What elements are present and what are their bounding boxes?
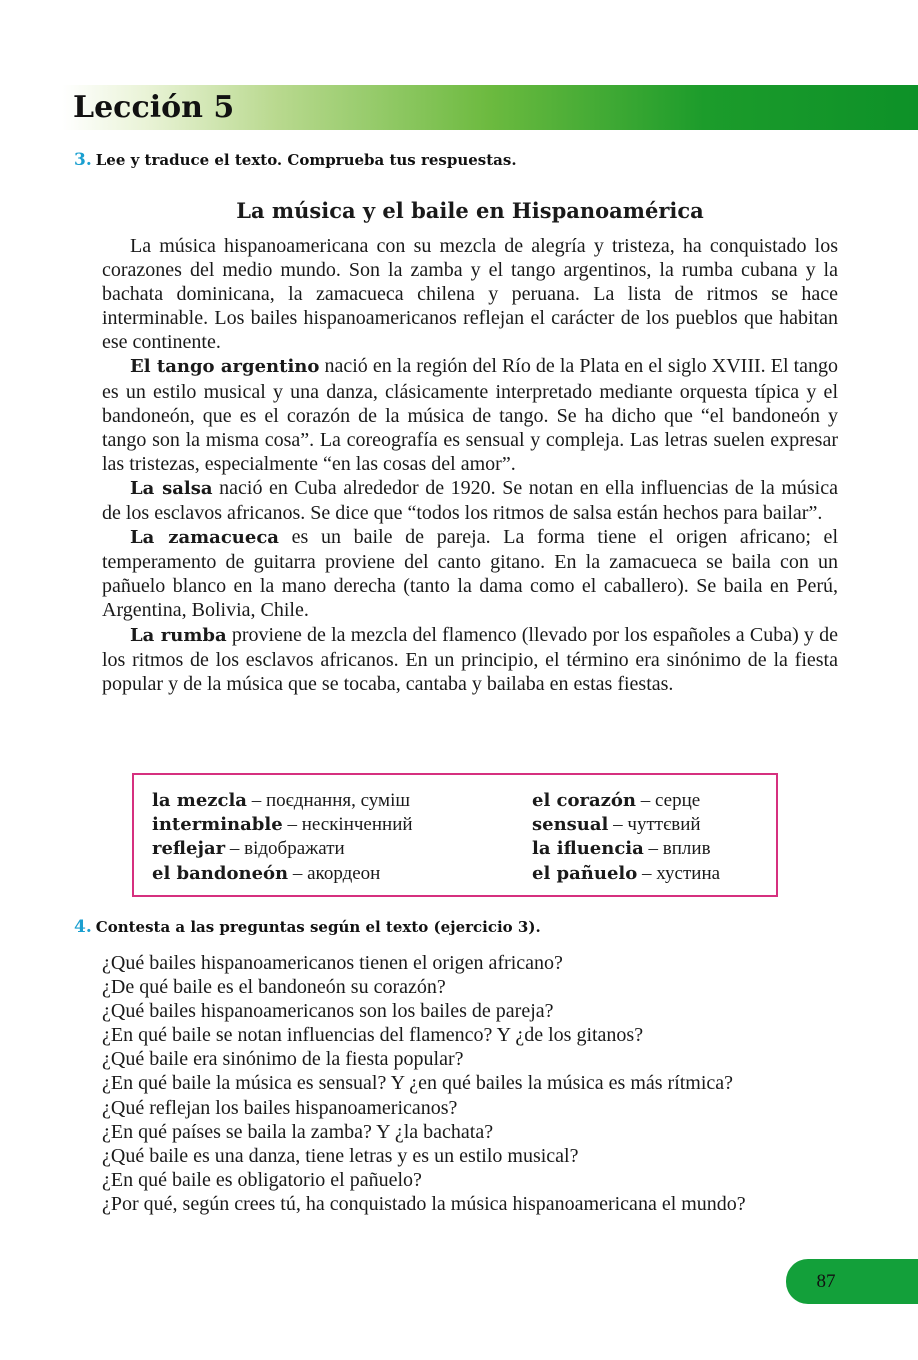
article-body [102, 234, 838, 696]
question-item: ¿De qué baile es el bandoneón su corazón? [102, 976, 446, 999]
dance-term: La salsa [130, 477, 213, 499]
page-number-badge [786, 1259, 918, 1304]
vocabulary-entry [152, 813, 413, 837]
question-item: ¿Qué bailes hispanoamericanos tienen el origen africano? [102, 952, 563, 974]
vocabulary-entry [532, 789, 720, 813]
question-item: ¿Qué reflejan los bailes hispanoamericanos? [102, 1096, 458, 1119]
question-item: ¿En qué baile es obligatorio el pañuelo? [102, 1168, 422, 1191]
question-item: ¿Qué baile es una danza, tiene letras y es un estilo musical? [102, 1144, 579, 1167]
task-instruction-text: Contesta a las preguntas según el texto (ejercicio 3). [95, 918, 541, 936]
task-number: 4. [74, 917, 92, 937]
question-item: ¿Qué baile era sinónimo de la fiesta popular? [102, 1048, 464, 1071]
task-4-instruction [74, 917, 541, 937]
paragraph-text: es un baile de pareja. La forma tiene el origen africano; el temperamento de guitarra proviene del canto gitano. En la zamacueca se baila con un pañuelo blanco en la mano derecha (tanto la dama como el caballero). Se baila en Perú, Argentina, Bolivia, Chile. [102, 526, 838, 622]
task-3-instruction [74, 150, 517, 170]
article-paragraph [102, 476, 838, 525]
article-paragraph [102, 525, 838, 622]
dance-term: La rumba [130, 624, 227, 646]
task-instruction-text: Lee y traduce el texto. Comprueba tus respuestas. [95, 151, 517, 169]
vocabulary-translation: – серце [635, 790, 701, 811]
vocabulary-term: interminable [152, 814, 283, 836]
vocabulary-term: sensual [532, 814, 609, 836]
vocabulary-entry [152, 862, 413, 886]
paragraph-text: nació en la región del Río de la Plata en el siglo XVIII. El tango es un estilo musical y una danza, clásicamente interpretado mediante orquesta típica y el bandoneón, que es el corazón de la música de tango. Se ha dicho que “el bandoneón y tango son la misma cosa”. La coreografía es sensual y compleja. Las letras suelen expresar las tristezas, especialmente “en las cosas del amor”. [102, 355, 838, 475]
vocabulary-term: la ifluencia [532, 838, 644, 860]
question-item: ¿En qué países se baila la zamba? Y ¿la bachata? [102, 1120, 494, 1143]
vocabulary-translation: – акордеон [288, 862, 381, 884]
article-title: La música y el baile en Hispanoamérica [236, 198, 704, 223]
dance-term: La zamacueca [130, 527, 279, 549]
vocabulary-entry [152, 789, 413, 813]
vocabulary-term: el bandoneón [152, 862, 289, 884]
question-item: ¿Por qué, según crees tú, ha conquistado la música hispanoamericana el mundo? [102, 1192, 746, 1215]
vocabulary-translation: – вплив [643, 838, 711, 860]
vocabulary-term: reflejar [152, 838, 226, 860]
question-item: ¿En qué baile la música es sensual? Y ¿en qué bailes la música es más rítmica? [102, 1072, 734, 1095]
vocabulary-translation: – чуттєвий [608, 814, 701, 836]
vocabulary-column-left [152, 789, 413, 886]
paragraph-text: nació en Cuba alrededor de 1920. Se notan en ella influencias de la música de los esclavos africanos. Se dice que “todos los ritmos de salsa están hechos para bailar”. [102, 476, 838, 525]
vocabulary-entry [532, 813, 720, 837]
lesson-title: Lección 5 [73, 90, 235, 125]
dance-term: El tango argentino [130, 356, 320, 378]
vocabulary-entry [532, 837, 720, 861]
vocabulary-translation: – нескінченний [282, 814, 413, 836]
vocabulary-entry [532, 862, 720, 886]
article-paragraph: La música hispanoamericana con su mezcla de alegría y tristeza, ha conquistado los corazones del medio mundo. Son la zamba y el tango argentinos, la rumba cubana y la bachata dominicana, la zamacueca chilena y peruana. La lista de ritmos se hace interminable. Los bailes hispanoamericanos reflejan el carácter de los pueblos que habitan ese continente. [102, 235, 838, 354]
task-number: 3. [74, 150, 92, 170]
vocabulary-entry [152, 837, 413, 861]
article-paragraph [102, 623, 838, 696]
vocabulary-box [132, 773, 778, 897]
paragraph-text: proviene de la mezcla del flamenco (llevado por los españoles a Cuba) y de los ritmos de los esclavos africanos. En un principio, el término era sinónimo de la fiesta popular y de la música que se tocaba, cantaba y bailaba en estas fiestas. [102, 623, 839, 695]
vocabulary-term: la mezcla [152, 790, 247, 811]
vocabulary-translation: – поєднання, суміш [246, 790, 410, 811]
questions-list [102, 951, 838, 1216]
vocabulary-column-right [532, 789, 720, 886]
article-paragraph [102, 354, 838, 475]
vocabulary-translation: – хустина [637, 862, 721, 884]
vocabulary-term: el pañuelo [532, 862, 638, 884]
vocabulary-term: el corazón [532, 790, 636, 811]
question-item: ¿En qué baile se notan influencias del flamenco? Y ¿de los gitanos? [102, 1024, 644, 1047]
page-number: 87 [816, 1271, 836, 1292]
question-item: ¿Qué bailes hispanoamericanos son los bailes de pareja? [102, 1000, 554, 1023]
vocabulary-translation: – відображати [225, 838, 345, 860]
